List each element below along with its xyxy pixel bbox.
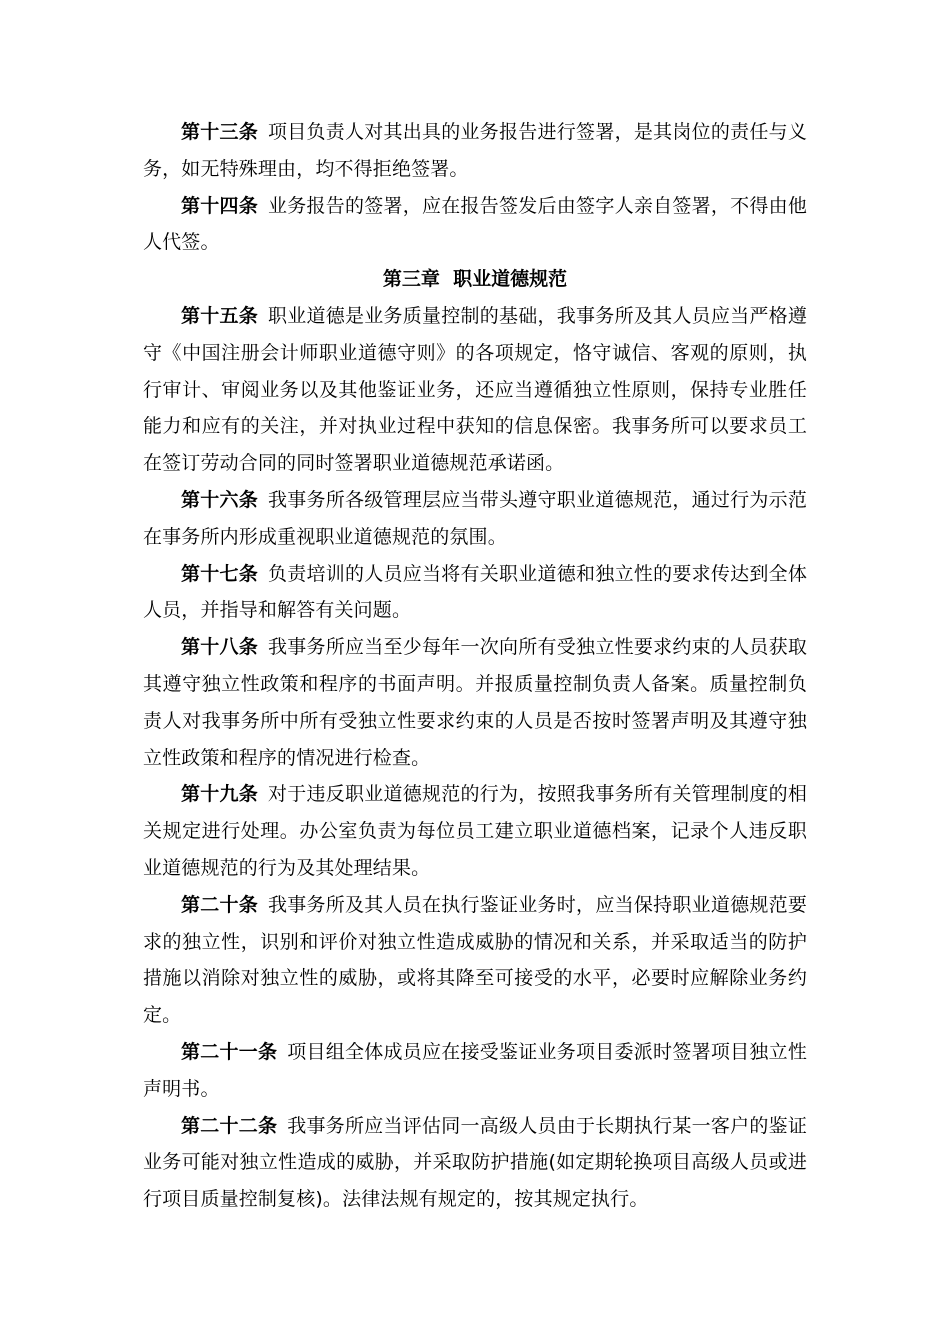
document-body <box>143 114 807 1218</box>
article-16-text: 我事务所各级管理层应当带头遵守职业道德规范，通过行为示范在事务所内形成重视职业道德规范的氛围。 <box>143 488 807 548</box>
article-13-paragraph <box>143 114 807 188</box>
article-17-paragraph <box>143 556 807 630</box>
article-13-heading: 第十三条 <box>181 121 259 143</box>
article-18-heading: 第十八条 <box>181 636 259 659</box>
article-20-paragraph <box>143 887 807 1034</box>
article-15-text: 职业道德是业务质量控制的基础，我事务所及其人员应当严格遵守《中国注册会计师职业道德守则》的各项规定，恪守诚信、客观的原则，执行审计、审阅业务以及其他鉴证业务，还应当遵循独立性原则，保持专业胜任能力和应有的关注，并对执业过程中获知的信息保密。我事务所可以要求员工在签订劳动合同的同时签署职业道德规范承诺函。 <box>143 304 807 475</box>
article-20-heading: 第二十条 <box>181 893 259 916</box>
article-14-paragraph <box>143 188 807 262</box>
article-15-paragraph <box>143 298 807 482</box>
article-15-heading: 第十五条 <box>181 304 259 327</box>
article-21-heading: 第二十一条 <box>181 1040 278 1063</box>
article-22-text: 我事务所应当评估同一高级人员由于长期执行某一客户的鉴证业务可能对独立性造成的威胁，并采取防护措施(如定期轮换项目高级人员或进行项目质量控制复核)。法律法规有规定的，按其规定执行。 <box>143 1114 807 1211</box>
article-18-text: 我事务所应当至少每年一次向所有受独立性要求约束的人员获取其遵守独立性政策和程序的书面声明。并报质量控制负责人备案。质量控制负责人对我事务所中所有受独立性要求约束的人员是否按时签署声明及其遵守独立性政策和程序的情况进行检查。 <box>143 636 807 769</box>
article-19-text: 对于违反职业道德规范的行为，按照我事务所有关管理制度的相关规定进行处理。办公室负责为每位员工建立职业道德档案，记录个人违反职业道德规范的行为及其处理结果。 <box>143 783 807 879</box>
article-13-text: 项目负责人对其出具的业务报告进行签署，是其岗位的责任与义务，如无特殊理由，均不得拒绝签署。 <box>143 121 807 180</box>
article-16-heading: 第十六条 <box>181 488 259 511</box>
article-17-heading: 第十七条 <box>181 562 259 585</box>
article-19-heading: 第十九条 <box>181 783 259 806</box>
article-18-paragraph <box>143 629 807 776</box>
article-19-paragraph <box>143 776 807 886</box>
article-14-text: 业务报告的签署，应在报告签发后由签字人亲自签署，不得由他人代签。 <box>143 194 807 254</box>
article-14-heading: 第十四条 <box>181 194 259 217</box>
chapter-3-title: 第三章 职业道德规范 <box>382 268 568 291</box>
article-22-paragraph <box>143 1108 807 1218</box>
article-16-paragraph <box>143 482 807 556</box>
article-17-text: 负责培训的人员应当将有关职业道德和独立性的要求传达到全体人员，并指导和解答有关问题。 <box>143 562 807 622</box>
article-22-heading: 第二十二条 <box>181 1114 278 1137</box>
article-21-paragraph <box>143 1034 807 1108</box>
article-21-text: 项目组全体成员应在接受鉴证业务项目委派时签署项目独立性声明书。 <box>143 1040 807 1100</box>
article-20-text: 我事务所及其人员在执行鉴证业务时，应当保持职业道德规范要求的独立性，识别和评价对独立性造成威胁的情况和关系，并采取适当的防护措施以消除对独立性的威胁，或将其降至可接受的水平，必要时应解除业务约定。 <box>143 893 807 1027</box>
